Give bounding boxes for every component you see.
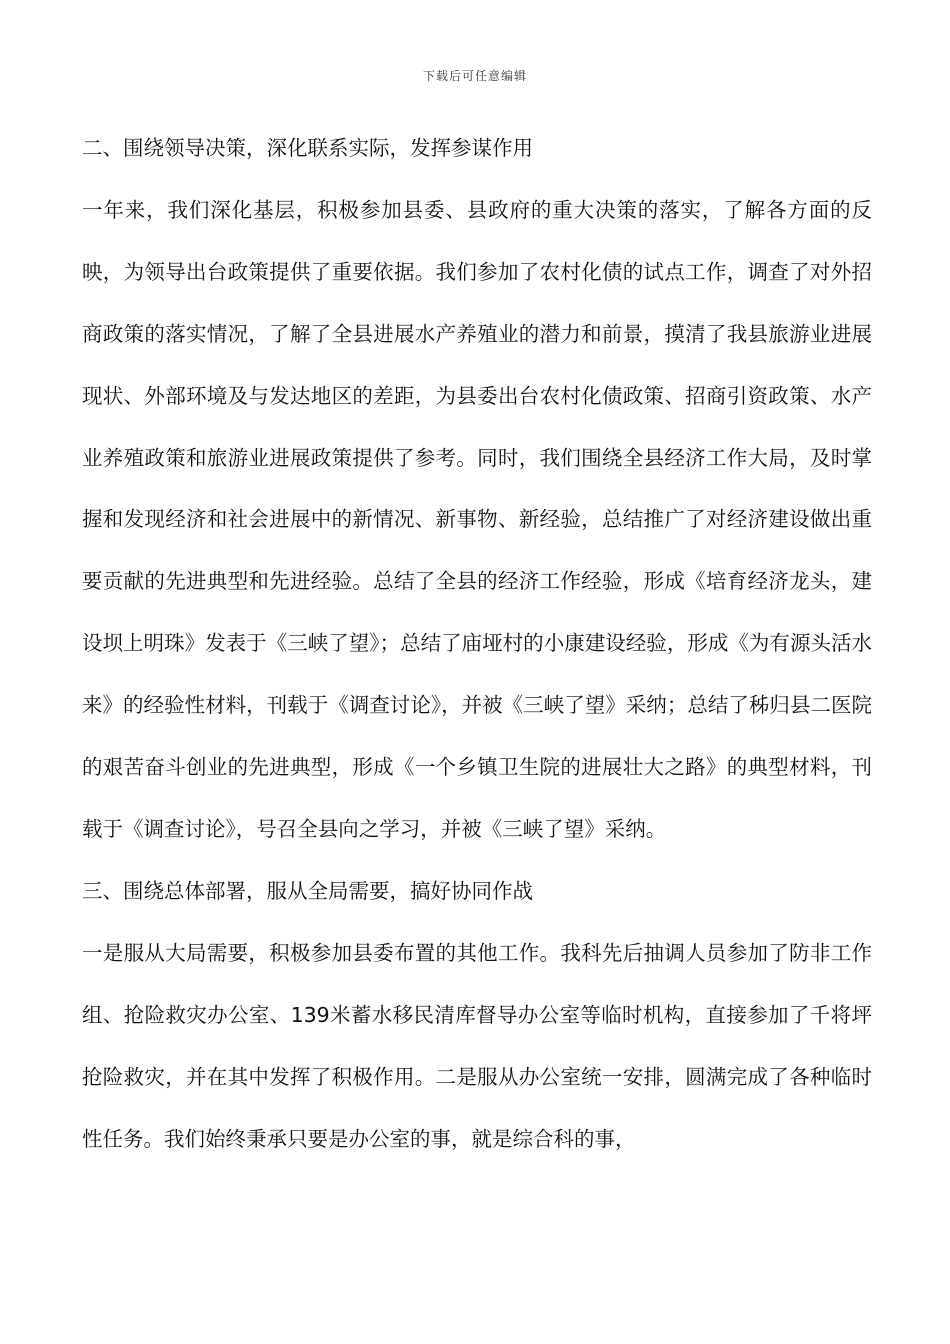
document-body	[82, 118, 872, 1170]
header-note: 下载后可任意编辑	[422, 69, 527, 83]
section-2-heading: 二、围绕领导决策，深化联系实际，发挥参谋作用	[82, 136, 533, 160]
section-3-paragraph: 一是服从大局需要，积极参加县委布置的其他工作。我科先后抽调人员参加了防非工作组、抢险救灾办公室、139米蓄水移民清库督导办公室等临时机构，直接参加了千将坪抢险救灾，并在其中发挥了积极作用。二是服从办公室统一安排，圆满完成了各种临时性任务。我们始终秉承只要是办公室的事，就是综合科的事，	[82, 940, 872, 1151]
section-3-heading: 三、围绕总体部署，服从全局需要，搞好协同作战	[82, 878, 533, 903]
section-2-paragraph: 一年来，我们深化基层，积极参加县委、县政府的重大决策的落实，了解各方面的反映，为领导出台政策提供了重要依据。我们参加了农村化债的试点工作，调查了对外招商政策的落实情况，了解了全县进展水产养殖业的潜力和前景，摸清了我县旅游业进展现状、外部环境及与发达地区的差距，为县委出台农村化债政策、招商引资政策、水产业养殖政策和旅游业进展政策提供了参考。同时，我们围绕全县经济工作大局，及时掌握和发现经济和社会进展中的新情况、新事物、新经验，总结推广了对经济建设做出重要贡献的先进典型和先进经验。总结了全县的经济工作经验，形成《培育经济龙头，建设坝上明珠》发表于《三峡了望》；总结了庙垭村的小康建设经验，形成《为有源头活水来》的经验性材料，刊载于《调查讨论》，并被《三峡了望》采纳；总结了秭归县二医院的艰苦奋斗创业的先进典型，形成《一个乡镇卫生院的进展壮大之路》的典型材料，刊载于《调查讨论》，号召全县向之学习，并被《三峡了望》采纳。	[82, 197, 872, 841]
